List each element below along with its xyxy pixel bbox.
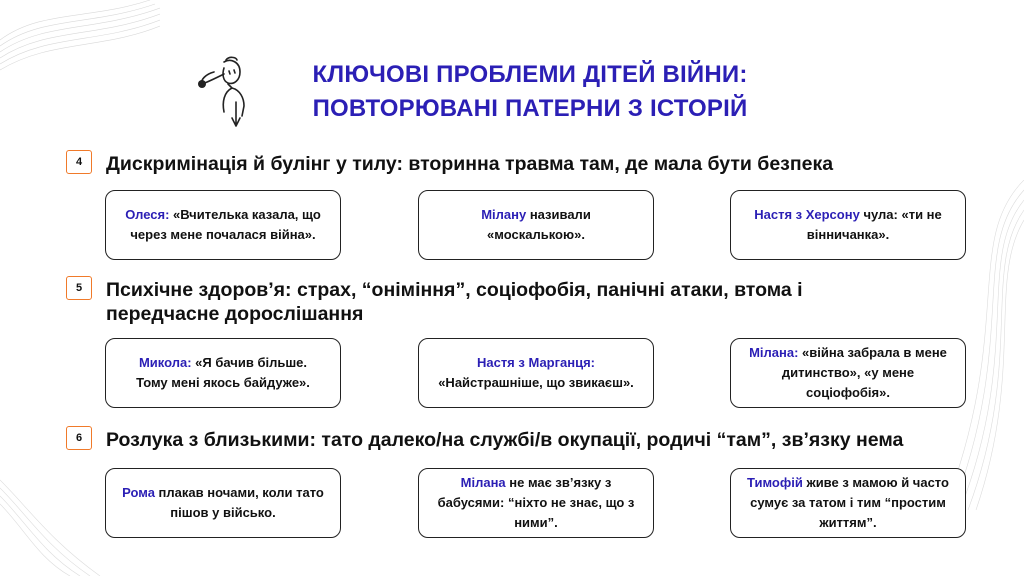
quote-body: «Найстрашніше, що звикаєш». <box>438 375 634 390</box>
quote-card <box>105 338 341 408</box>
quote-card <box>105 468 341 538</box>
quote-card <box>418 338 654 408</box>
quote-body: «Вчителька казала, що через мене почалася війна». <box>130 207 321 242</box>
quote-card <box>730 468 966 538</box>
quote-body: живе з мамою й часто сумує за татом і тим “простим життям”. <box>750 475 949 530</box>
quote-text <box>122 205 324 245</box>
section-heading: Психічне здоров’я: страх, “оніміння”, соціофобія, панічні атаки, втома і передчасне дорослішання <box>106 279 803 325</box>
quote-card <box>730 190 966 260</box>
quote-text <box>435 473 637 533</box>
quote-body: чула: «ти не вінничанка». <box>806 207 942 242</box>
person-name: Настя з Херсону <box>754 207 860 222</box>
quote-card <box>418 190 654 260</box>
person-name: Настя з Марганця: <box>476 355 596 370</box>
section-discrimination <box>66 152 966 176</box>
person-name: Микола: <box>138 355 192 370</box>
section-heading: Дискримінація й булінг у тилу: вторинна травма там, де мала бути безпека <box>106 153 834 175</box>
section-number-badge: 4 <box>66 150 92 174</box>
section-number-badge: 5 <box>66 276 92 300</box>
quote-card <box>105 190 341 260</box>
quote-text <box>435 205 637 245</box>
person-name: Рома <box>122 485 155 500</box>
quote-body: плакав ночами, коли тато пішов у військо. <box>154 485 324 520</box>
section-heading: Розлука з близькими: тато далеко/на службі/в окупації, родичі “там”, зв’язку нема <box>106 429 904 451</box>
person-name: Мілана <box>460 475 506 490</box>
quote-body: називали «москалькою». <box>487 207 591 242</box>
quote-body: «війна забрала в мене дитинство», «у мене соціофобія». <box>781 345 947 400</box>
quote-text <box>747 205 949 245</box>
section-number-badge: 6 <box>66 426 92 450</box>
quote-text <box>747 473 949 533</box>
quote-body: не має зв’язку з бабусями: “ніхто не знає, що з ними”. <box>437 475 635 530</box>
quote-text <box>122 353 324 393</box>
person-name: Мілану <box>481 207 527 222</box>
quote-text <box>435 353 637 393</box>
section-mental-health <box>66 278 916 326</box>
quote-card <box>730 338 966 408</box>
decorative-swirl-bottom-left <box>0 470 110 576</box>
title-line-2: ПОВТОРЮВАНІ ПАТЕРНИ З ІСТОРІЙ <box>312 95 748 122</box>
decorative-swirl-top-left <box>0 0 160 110</box>
quote-text <box>122 483 324 523</box>
quote-card <box>418 468 654 538</box>
person-name: Олеся: <box>125 207 170 222</box>
title-line-1: КЛЮЧОВІ ПРОБЛЕМИ ДІТЕЙ ВІЙНИ: <box>312 61 748 88</box>
person-name: Тимофій <box>747 475 803 490</box>
quote-text <box>747 343 949 403</box>
page-title <box>250 58 810 126</box>
section-separation <box>66 428 1006 452</box>
person-name: Мілана: <box>749 345 799 360</box>
thinking-person-icon <box>196 54 256 132</box>
quote-body: «Я бачив більше. Тому мені якось байдуже». <box>136 355 310 390</box>
